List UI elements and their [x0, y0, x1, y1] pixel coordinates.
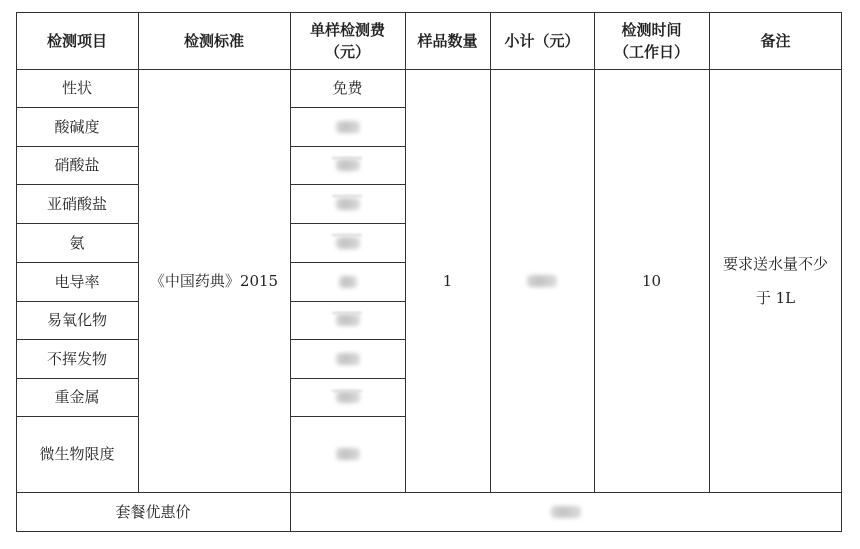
sample-count-cell: 1 — [442, 271, 453, 290]
header-sample-count: 样品数量 — [417, 31, 478, 50]
unit-fee-redacted — [290, 184, 405, 223]
unit-fee-redacted — [290, 107, 405, 146]
redaction-smear — [332, 312, 362, 314]
unit-fee-redacted — [290, 378, 405, 416]
unit-fee: 免费 — [332, 79, 363, 97]
subtotal-redacted — [490, 69, 594, 492]
unit-fee-redacted — [290, 416, 405, 492]
unit-fee-redacted — [290, 301, 405, 339]
item-name: 不挥发物 — [46, 349, 107, 368]
remarks-cell: 要求送水量不少 于 1L — [722, 254, 828, 307]
item-name: 酸碱度 — [54, 117, 100, 136]
item-name: 重金属 — [54, 388, 100, 406]
package-label: 套餐优惠价 — [115, 502, 191, 521]
item-name: 微生物限度 — [39, 445, 115, 463]
package-price-redacted — [290, 492, 841, 531]
header-standard: 检测标准 — [183, 31, 244, 50]
header-unit-fee: 单样检测费 （元） — [309, 20, 385, 61]
header-item: 检测项目 — [46, 31, 107, 50]
header-time: 检测时间 （工作日） — [613, 20, 689, 61]
time-cell: 10 — [641, 271, 662, 290]
header-subtotal: 小计（元） — [504, 31, 580, 50]
standard-cell: 《中国药典》2015 — [149, 271, 279, 290]
redaction-smear — [332, 234, 362, 236]
unit-fee-redacted — [290, 262, 405, 301]
item-name: 氨 — [69, 233, 85, 252]
unit-fee-redacted — [290, 146, 405, 184]
item-name: 性状 — [61, 79, 92, 97]
item-name: 易氧化物 — [46, 311, 107, 329]
item-name: 电导率 — [54, 272, 100, 291]
table-border-bottom — [16, 531, 842, 532]
item-name: 硝酸盐 — [54, 156, 100, 174]
redaction-smear — [332, 157, 362, 159]
redaction-smear — [332, 390, 362, 392]
fee-table — [16, 12, 842, 532]
unit-fee-redacted — [290, 223, 405, 262]
redaction-smear — [332, 195, 362, 197]
item-name: 亚硝酸盐 — [46, 194, 107, 213]
header-remarks: 备注 — [760, 31, 791, 50]
unit-fee-redacted — [290, 339, 405, 378]
